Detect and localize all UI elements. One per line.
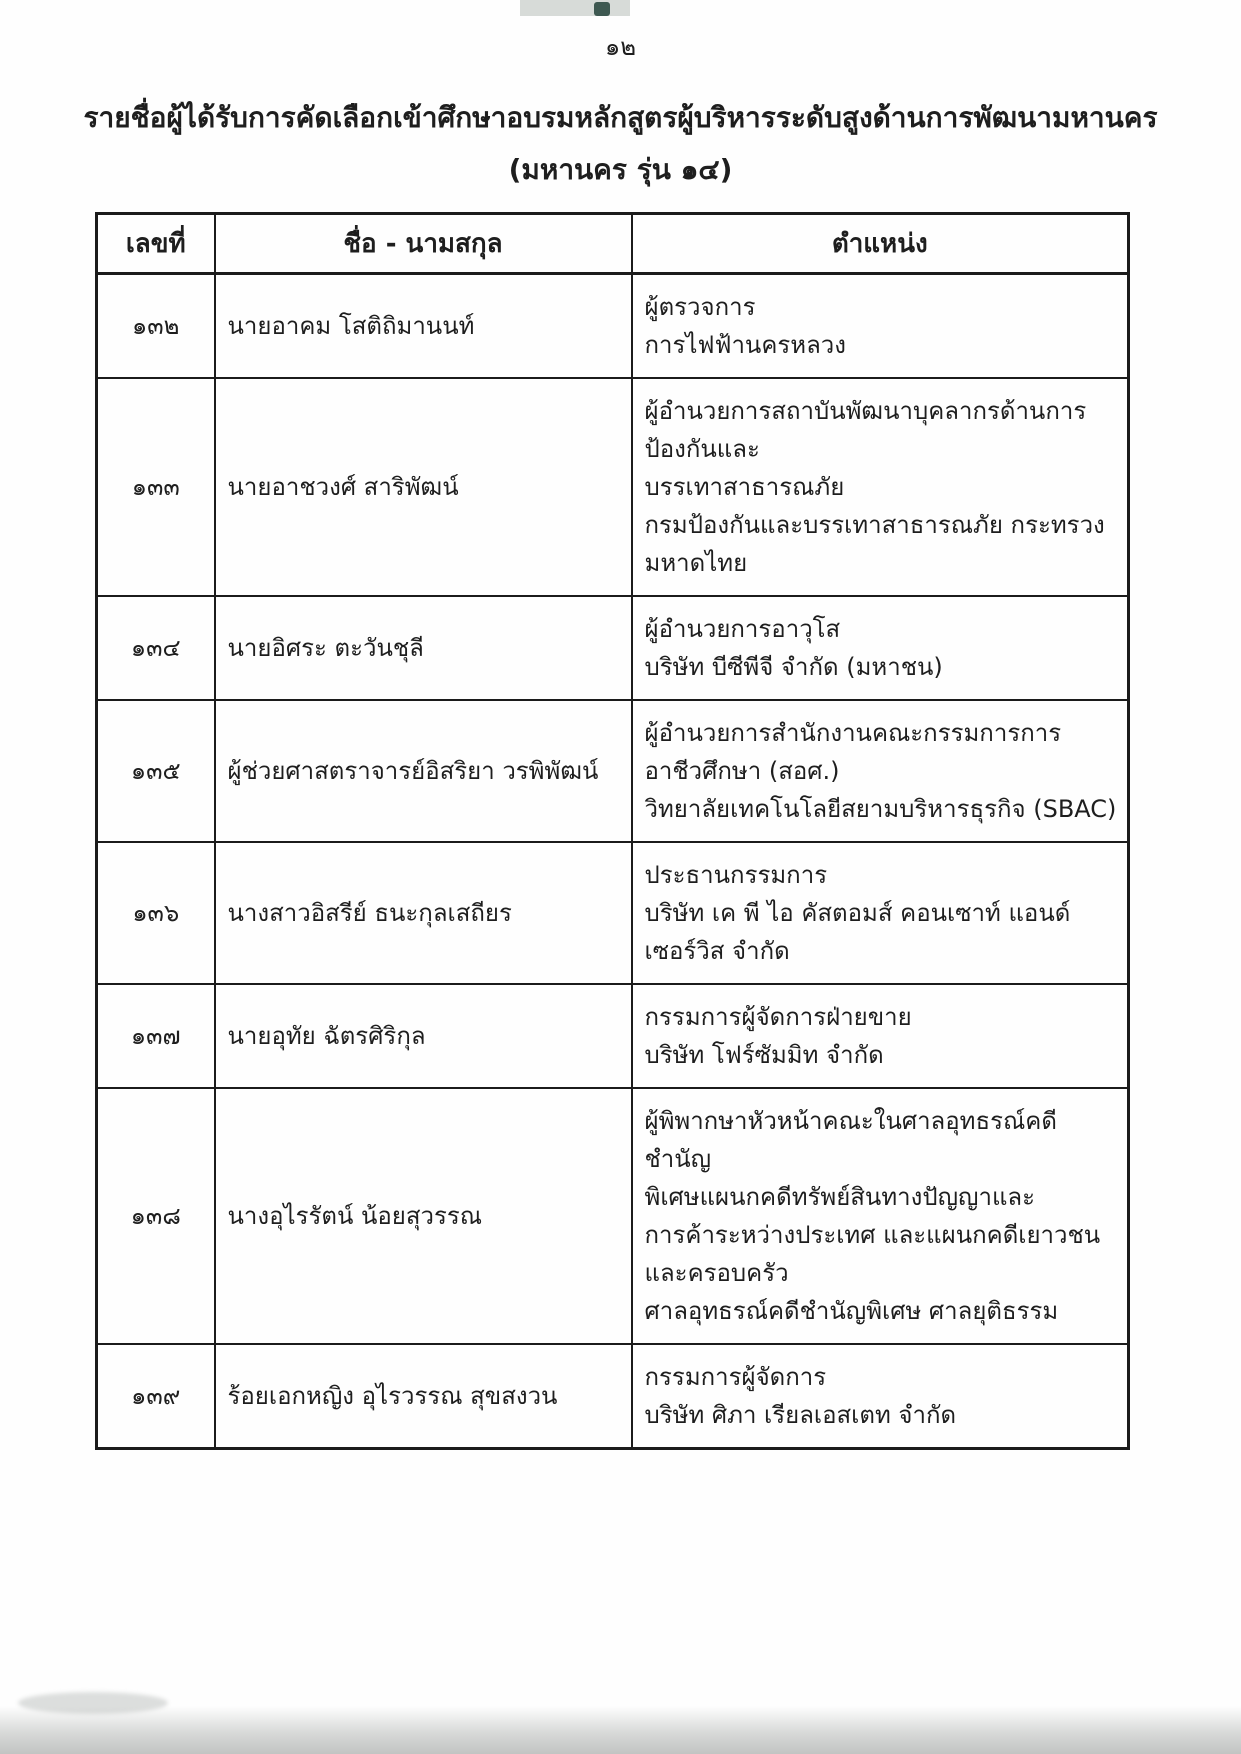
position-line: ผู้อำนวยการอาวุโส	[644, 615, 841, 643]
table-row	[97, 1344, 1129, 1449]
page-number: ๑๒	[604, 33, 637, 61]
name-cell: ผู้ช่วยศาสตราจารย์อิสริยา วรพิพัฒน์	[215, 700, 632, 842]
position-line: และครอบครัว	[644, 1259, 789, 1287]
name-cell: นายอิศระ ตะวันชุลี	[215, 596, 632, 700]
position-line: ผู้อำนวยการสถาบันพัฒนาบุคลากรด้านการป้องกันและ	[644, 397, 1087, 463]
position-line: บริษัท เค พี ไอ คัสตอมส์ คอนเซาท์ แอนด์	[644, 899, 1071, 927]
name-cell: นายอาคม โสติถิมานนท์	[215, 274, 632, 379]
roster-table	[95, 212, 1130, 1450]
document-title: รายชื่อผู้ได้รับการคัดเลือกเข้าศึกษาอบรมหลักสูตรผู้บริหารระดับสูงด้านการพัฒนามหานคร	[83, 101, 1158, 134]
table-row	[97, 700, 1129, 842]
name-cell: นางสาวอิสรีย์ ธนะกุลเสถียร	[215, 842, 632, 984]
position-line: กรมป้องกันและบรรเทาสาธารณภัย กระทรวงมหาดไทย	[644, 511, 1105, 577]
position-line: บริษัท โฟร์ซัมมิท จำกัด	[644, 1041, 884, 1069]
position-line: ผู้พิพากษาหัวหน้าคณะในศาลอุทธรณ์คดีชำนัญ	[644, 1107, 1057, 1173]
position-cell	[632, 1344, 1129, 1449]
row-number-cell: ๑๓๓	[97, 378, 215, 596]
position-line: การไฟฟ้านครหลวง	[644, 331, 847, 359]
position-line: กรรมการผู้จัดการ	[644, 1363, 827, 1391]
scan-artifact-bottom	[0, 1706, 1241, 1754]
row-number-cell: ๑๓๕	[97, 700, 215, 842]
column-header-position: ตำแหน่ง	[632, 214, 1129, 274]
scan-artifact-mark	[594, 2, 610, 16]
table-header-row	[97, 214, 1129, 274]
position-line: บรรเทาสาธารณภัย	[644, 473, 845, 501]
row-number-cell: ๑๓๖	[97, 842, 215, 984]
table-row	[97, 596, 1129, 700]
position-line: พิเศษแผนกคดีทรัพย์สินทางปัญญาและ	[644, 1183, 1036, 1211]
position-line: วิทยาลัยเทคโนโลยีสยามบริหารธุรกิจ (SBAC)	[644, 795, 1117, 823]
position-line: การค้าระหว่างประเทศ และแผนกคดีเยาวชน	[644, 1221, 1101, 1249]
table-row	[97, 378, 1129, 596]
position-cell	[632, 596, 1129, 700]
position-line: บริษัท ศิภา เรียลเอสเตท จำกัด	[644, 1401, 957, 1429]
position-cell	[632, 274, 1129, 379]
row-number-cell: ๑๓๘	[97, 1088, 215, 1344]
position-cell	[632, 1088, 1129, 1344]
position-line: ผู้อำนวยการสำนักงานคณะกรรมการการอาชีวศึกษา (สอศ.)	[644, 719, 1062, 785]
position-cell	[632, 700, 1129, 842]
position-line: เซอร์วิส จำกัด	[644, 937, 790, 965]
document-subtitle: (มหานคร รุ่น ๑๔)	[508, 153, 733, 186]
scan-artifact-top	[520, 0, 630, 16]
name-cell: นายอาชวงศ์ สาริพัฒน์	[215, 378, 632, 596]
row-number-cell: ๑๓๔	[97, 596, 215, 700]
table-row	[97, 984, 1129, 1088]
position-line: ประธานกรรมการ	[644, 861, 828, 889]
position-cell	[632, 842, 1129, 984]
row-number-cell: ๑๓๙	[97, 1344, 215, 1449]
row-number-cell: ๑๓๒	[97, 274, 215, 379]
row-number-cell: ๑๓๗	[97, 984, 215, 1088]
name-cell: นายอุทัย ฉัตรศิริกุล	[215, 984, 632, 1088]
position-line: ผู้ตรวจการ	[644, 293, 756, 321]
name-cell: นางอุไรรัตน์ น้อยสุวรรณ	[215, 1088, 632, 1344]
name-cell: ร้อยเอกหญิง อุไรวรรณ สุขสงวน	[215, 1344, 632, 1449]
position-line: กรรมการผู้จัดการฝ่ายขาย	[644, 1003, 912, 1031]
position-line: บริษัท บีซีพีจี จำกัด (มหาชน)	[644, 653, 943, 681]
position-cell	[632, 984, 1129, 1088]
column-header-number: เลขที่	[97, 214, 215, 274]
column-header-name: ชื่อ - นามสกุล	[215, 214, 632, 274]
position-cell	[632, 378, 1129, 596]
table-row	[97, 274, 1129, 379]
table-row	[97, 842, 1129, 984]
table-row	[97, 1088, 1129, 1344]
position-line: ศาลอุทธรณ์คดีชำนัญพิเศษ ศาลยุติธรรม	[644, 1297, 1059, 1325]
roster-table-body	[97, 274, 1129, 1449]
